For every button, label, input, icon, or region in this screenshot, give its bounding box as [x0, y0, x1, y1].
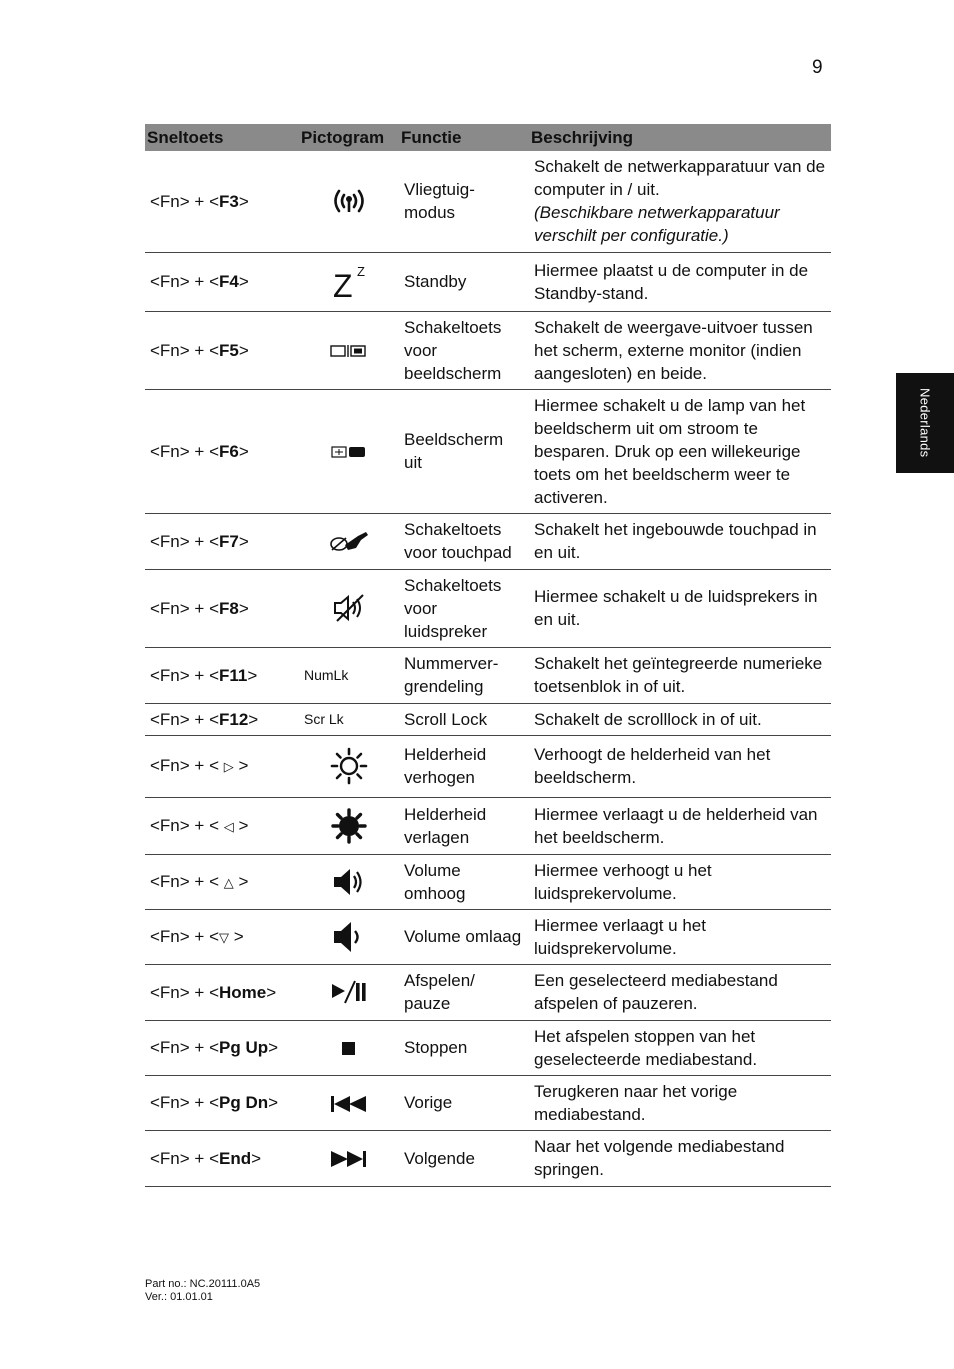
hotkey-prefix: <Fn> + <	[150, 272, 219, 291]
hotkey-name: F3	[219, 191, 239, 211]
function-cell	[399, 703, 529, 735]
hotkey-prefix: <Fn> + <	[150, 815, 224, 835]
table-row	[145, 513, 831, 569]
arrow-key-icon: ▽	[219, 929, 229, 945]
description-cell	[529, 151, 831, 252]
hotkey-name: Home	[219, 982, 267, 1002]
table-row	[145, 311, 831, 389]
brightness-down-icon	[330, 807, 368, 845]
hotkey-prefix: <Fn> + <	[150, 441, 219, 461]
function-cell	[399, 647, 529, 703]
volume-up-icon	[331, 866, 367, 898]
function-cell	[399, 513, 529, 569]
hotkey-suffix: >	[238, 531, 249, 551]
icon-cell	[299, 389, 399, 513]
icon-cell	[299, 311, 399, 389]
volume-down-icon	[331, 920, 367, 954]
function-cell	[399, 389, 529, 513]
description-cell	[529, 909, 831, 964]
table-row	[145, 735, 831, 797]
description-text: Hiermee verlaagt u het luidsprekervolume.	[534, 915, 706, 958]
hotkey-prefix: <Fn> + <	[150, 709, 219, 729]
description-cell	[529, 311, 831, 389]
screen-off-icon	[329, 444, 369, 460]
description-text: Schakelt het ingebouwde touchpad in en uit.	[534, 520, 817, 562]
hotkey-suffix: >	[248, 709, 259, 729]
description-text: Een geselecteerd mediabestand afspelen of pauzeren.	[534, 971, 778, 1013]
page-number: 9	[812, 57, 823, 78]
hotkey-name: Pg Dn	[219, 1093, 269, 1112]
hotkey-cell	[145, 964, 299, 1020]
icon-cell	[299, 513, 399, 569]
description-cell	[529, 703, 831, 735]
table-header-row	[145, 124, 831, 151]
description-cell	[529, 569, 831, 647]
description-text: Schakelt het geïntegreerde numerieke toetsenblok in of uit.	[534, 654, 823, 696]
hotkey-suffix: >	[233, 871, 249, 891]
hotkey-suffix: >	[238, 441, 249, 461]
header-function: Functie	[399, 124, 529, 151]
table-row	[145, 703, 831, 735]
description-text: Hiermee plaatst u de computer in de Standby-stand.	[534, 260, 809, 303]
description-text: Verhoogt de helderheid van het beeldscherm.	[534, 745, 771, 787]
hotkey-prefix: <Fn> + <	[150, 756, 224, 775]
icon-cell	[299, 735, 399, 797]
function-cell	[399, 151, 529, 252]
hotkey-name: F11	[219, 665, 248, 685]
description-text: Terugkeren naar het vorige mediabestand.	[534, 1081, 738, 1124]
description-text: Hiermee verhoogt u het luidsprekervolume.	[534, 860, 712, 903]
function-cell	[399, 735, 529, 797]
svg-text:Z: Z	[357, 263, 365, 279]
description-text: Het afspelen stoppen van het geselecteerde mediabestand.	[534, 1026, 758, 1069]
hotkey-cell	[145, 151, 299, 252]
function-label: Helderheid verhogen	[404, 745, 487, 787]
previous-icon	[329, 1094, 369, 1114]
hotkey-prefix: <Fn> + <	[150, 1093, 219, 1112]
function-label: Volgende	[404, 1148, 475, 1168]
hotkey-cell	[145, 854, 299, 909]
hotkey-suffix: >	[238, 598, 249, 618]
function-cell	[399, 854, 529, 909]
function-label: Standby	[404, 272, 467, 291]
function-cell	[399, 797, 529, 854]
hotkey-prefix: <Fn> + <	[150, 340, 219, 360]
hotkey-cell	[145, 703, 299, 735]
hotkey-suffix: >	[233, 756, 249, 775]
speaker-toggle-icon	[331, 593, 367, 623]
table-row	[145, 1075, 831, 1130]
description-text: Schakelt de weergave-uitvoer tussen het scherm, externe monitor (indien aangesloten) en beide.	[534, 317, 813, 383]
hotkey-cell	[145, 1075, 299, 1130]
hotkey-cell	[145, 311, 299, 389]
hotkey-prefix: <Fn> + <	[150, 982, 219, 1002]
stop-icon	[340, 1040, 358, 1058]
description-text: Hiermee verlaagt u de helderheid van het beeldscherm.	[534, 804, 818, 847]
hotkey-prefix: <Fn> + <	[150, 1038, 219, 1057]
description-text: Hiermee schakelt u de lamp van het beeldscherm uit om stroom te besparen. Druk op een willekeurige toets om het beeldscherm weer te activeren.	[534, 395, 806, 507]
version: Ver.: 01.01.01	[145, 1291, 213, 1303]
hotkey-cell	[145, 735, 299, 797]
language-side-tab	[896, 373, 954, 473]
hotkey-name: Pg Up	[219, 1038, 269, 1057]
hotkey-cell	[145, 1020, 299, 1075]
function-label: Volume omlaag	[404, 927, 522, 946]
description-note: (Beschikbare netwerkapparatuur verschilt per configuratie.)	[534, 203, 780, 246]
hotkey-suffix: >	[251, 1148, 262, 1168]
hotkey-suffix: >	[247, 665, 258, 685]
language-label: Nederlands	[917, 388, 933, 458]
function-label: Schakeltoets voor touchpad	[404, 520, 512, 562]
description-text: Naar het volgende mediabestand springen.	[534, 1137, 785, 1179]
table-row	[145, 151, 831, 252]
table-row	[145, 854, 831, 909]
part-number: Part no.: NC.20111.0A5	[145, 1278, 261, 1290]
hotkey-suffix: >	[238, 340, 249, 360]
header-hotkey: Sneltoets	[145, 124, 299, 151]
hotkey-cell	[145, 513, 299, 569]
icon-cell	[299, 569, 399, 647]
function-label: Schakeltoets voor beeldscherm	[404, 317, 502, 383]
table-row	[145, 1020, 831, 1075]
icon-cell	[299, 703, 399, 735]
function-label: Stoppen	[404, 1038, 468, 1057]
header-description: Beschrijving	[529, 124, 831, 151]
hotkey-cell	[145, 909, 299, 964]
description-cell	[529, 1020, 831, 1075]
hotkey-cell	[145, 252, 299, 311]
function-cell	[399, 569, 529, 647]
hotkey-suffix: >	[266, 982, 277, 1002]
hotkey-cell	[145, 389, 299, 513]
function-cell	[399, 909, 529, 964]
function-cell	[399, 252, 529, 311]
description-cell	[529, 647, 831, 703]
hotkey-name: F4	[219, 272, 239, 291]
table-row	[145, 797, 831, 854]
hotkey-name: End	[219, 1148, 252, 1168]
table-row	[145, 964, 831, 1020]
icon-cell	[299, 964, 399, 1020]
svg-text:Z: Z	[333, 267, 353, 301]
icon-cell	[299, 797, 399, 854]
description-cell	[529, 1130, 831, 1186]
header-icon: Pictogram	[299, 124, 399, 151]
description-cell	[529, 854, 831, 909]
hotkey-table	[145, 124, 831, 1187]
function-cell	[399, 964, 529, 1020]
table-row	[145, 1130, 831, 1186]
wireless-icon	[329, 186, 369, 216]
hotkey-prefix: <Fn> + <	[150, 665, 219, 685]
function-cell	[399, 311, 529, 389]
hotkey-suffix: >	[268, 1038, 279, 1057]
table-row	[145, 389, 831, 513]
icon-cell	[299, 252, 399, 311]
icon-cell	[299, 854, 399, 909]
next-icon	[329, 1149, 369, 1169]
hotkey-name: F8	[219, 598, 239, 618]
hotkey-prefix: <Fn> + <	[150, 1148, 219, 1168]
table-row	[145, 909, 831, 964]
brightness-up-icon	[330, 747, 368, 785]
function-cell	[399, 1075, 529, 1130]
table-row	[145, 252, 831, 311]
hotkey-prefix: <Fn> + <	[150, 531, 219, 551]
scrolllock-text: Scr Lk	[304, 711, 344, 727]
display-toggle-icon	[329, 343, 369, 359]
icon-cell	[299, 647, 399, 703]
icon-cell	[299, 1075, 399, 1130]
description-text: Schakelt de scrolllock in of uit.	[534, 709, 762, 729]
function-label: Beeldscherm uit	[404, 430, 504, 472]
hotkey-prefix: <Fn> + <	[150, 871, 224, 891]
hotkey-suffix: >	[238, 191, 249, 211]
hotkey-cell	[145, 647, 299, 703]
sleep-icon	[331, 263, 367, 301]
function-label: Volume omhoog	[404, 860, 466, 903]
hotkey-cell	[145, 797, 299, 854]
function-label: Afspelen/ pauze	[404, 971, 475, 1013]
table-row	[145, 569, 831, 647]
description-cell	[529, 964, 831, 1020]
numlock-text: NumLk	[304, 667, 349, 683]
description-cell	[529, 797, 831, 854]
hotkey-suffix: >	[233, 815, 249, 835]
play-pause-icon	[329, 979, 369, 1005]
hotkey-name: F6	[219, 441, 239, 461]
hotkey-prefix: <Fn> + <	[150, 926, 219, 946]
function-cell	[399, 1130, 529, 1186]
arrow-key-icon: ◁	[223, 818, 234, 834]
function-label: Scroll Lock	[404, 709, 488, 729]
icon-cell	[299, 1020, 399, 1075]
hotkey-suffix: >	[268, 1093, 279, 1112]
arrow-key-icon: △	[223, 874, 234, 890]
hotkey-suffix: >	[229, 926, 244, 946]
icon-cell	[299, 909, 399, 964]
hotkey-name: F5	[219, 340, 239, 360]
table-row	[145, 647, 831, 703]
touchpad-toggle-icon	[328, 528, 370, 554]
function-label: Vliegtuig- modus	[404, 180, 475, 223]
icon-cell	[299, 1130, 399, 1186]
hotkey-prefix: <Fn> + <	[150, 598, 219, 618]
function-label: Schakeltoets voor luidspreker	[404, 575, 502, 641]
description-cell	[529, 513, 831, 569]
hotkey-suffix: >	[238, 272, 249, 291]
description-cell	[529, 389, 831, 513]
function-label: Nummerver- grendeling	[404, 654, 499, 696]
function-cell	[399, 1020, 529, 1075]
description-text: Schakelt de netwerkapparatuur van de computer in / uit.	[534, 157, 826, 200]
description-text: Hiermee schakelt u de luidsprekers in en uit.	[534, 587, 818, 629]
function-label: Helderheid verlagen	[404, 804, 487, 847]
description-cell	[529, 1075, 831, 1130]
hotkey-name: F7	[219, 531, 239, 551]
description-cell	[529, 252, 831, 311]
description-cell	[529, 735, 831, 797]
footer	[145, 1278, 260, 1304]
hotkey-prefix: <Fn> + <	[150, 191, 219, 211]
arrow-key-icon: ▷	[223, 759, 234, 774]
hotkey-name: F12	[219, 709, 249, 729]
icon-cell	[299, 151, 399, 252]
hotkey-cell	[145, 1130, 299, 1186]
function-label: Vorige	[404, 1093, 453, 1112]
hotkey-cell	[145, 569, 299, 647]
